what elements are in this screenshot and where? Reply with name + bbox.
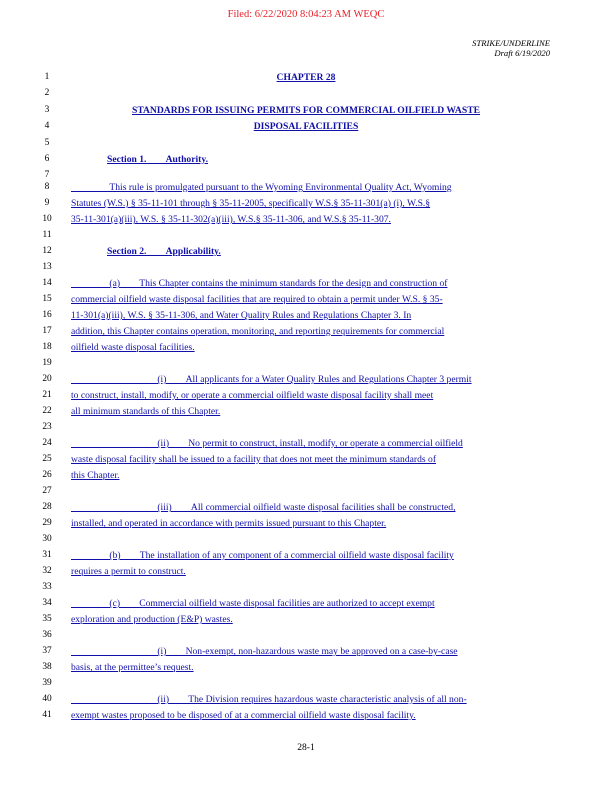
line-number: 5 — [44, 138, 50, 148]
line-number: 17 — [42, 326, 52, 336]
line-number: 27 — [42, 486, 52, 496]
body-line: oilfield waste disposal facilities. — [71, 342, 195, 353]
line-number: 40 — [42, 694, 52, 704]
page-number: 28-1 — [297, 742, 315, 753]
line-number: 4 — [44, 121, 50, 131]
line-number: 41 — [42, 710, 52, 720]
line-number: 16 — [42, 310, 52, 320]
body-line: (i) Non-exempt, non-hazardous waste may be approved on a case-by-case — [71, 646, 458, 657]
line-number: 34 — [42, 598, 52, 608]
body-line: This rule is promulgated pursuant to the Wyoming Environmental Quality Act, Wyoming — [71, 182, 452, 193]
body-line: to construct, install, modify, or operate a commercial oilfield waste disposal facility shall meet — [71, 390, 434, 401]
body-line: waste disposal facility shall be issued to a facility that does not meet the minimum standards of — [71, 454, 437, 465]
body-line: (iii) All commercial oilfield waste disposal facilities shall be constructed, — [71, 502, 456, 513]
line-number: 23 — [42, 422, 52, 432]
body-line: commercial oilfield waste disposal facilities that are required to obtain a permit under W.S. § 35- — [71, 294, 443, 305]
line-number: 26 — [42, 470, 52, 480]
body-line: Statutes (W.S.) § 35-11-101 through § 35-11-2005, specifically W.S.§ 35-11-301(a) (i), W.S.§ — [71, 198, 431, 209]
body-line: basis, at the permittee’s request. — [71, 662, 194, 673]
body-line: installed, and operated in accordance with permits issued pursuant to this Chapter. — [71, 518, 387, 529]
body-line: (c) Commercial oilfield waste disposal facilities are authorized to accept exempt — [71, 598, 435, 609]
line-number: 32 — [42, 566, 52, 576]
line-number: 11 — [42, 230, 52, 240]
line-number: 35 — [42, 614, 52, 624]
line-number: 22 — [42, 406, 52, 416]
body-line: all minimum standards of this Chapter. — [71, 406, 221, 417]
body-line: this Chapter. — [71, 470, 120, 481]
body-line: exempt wastes proposed to be disposed of at a commercial oilfield waste disposal facility. — [71, 710, 416, 721]
body-line: 35-11-301(a)(iii), W.S. § 35-11-302(a)(iii), W.S.§ 35-11-306, and W.S.§ 35-11-307. — [71, 214, 391, 225]
line-number: 38 — [42, 662, 52, 672]
line-number: 1 — [44, 72, 50, 82]
line-number: 39 — [42, 678, 52, 688]
line-number: 20 — [42, 374, 52, 384]
line-number: 30 — [42, 534, 52, 544]
document-title: STANDARDS FOR ISSUING PERMITS FOR COMMERCIAL OILFIELD WASTE — [131, 105, 480, 116]
line-number: 33 — [42, 582, 52, 592]
line-number: 36 — [42, 630, 52, 640]
line-number: 6 — [44, 154, 50, 164]
line-number: 25 — [42, 454, 52, 464]
body-line: 11-301(a)(iii), W.S. § 35-11-306, and Water Quality Rules and Regulations Chapter 3. In — [71, 310, 412, 321]
line-number: 8 — [44, 182, 50, 192]
line-number: 31 — [42, 550, 52, 560]
body-line: (a) This Chapter contains the minimum standards for the design and construction of — [71, 278, 448, 289]
line-number: 15 — [42, 294, 52, 304]
line-number: 13 — [42, 262, 52, 272]
draft-date: Draft 6/19/2020 — [494, 48, 550, 58]
line-number: 2 — [44, 88, 50, 98]
line-number: 18 — [42, 342, 52, 352]
body-line: exploration and production (E&P) wastes. — [71, 614, 233, 625]
line-number: 7 — [44, 170, 50, 180]
line-number: 29 — [42, 518, 52, 528]
body-line: addition, this Chapter contains operation, monitoring, and reporting requirements for commercial — [71, 326, 445, 337]
body-line: (b) The installation of any component of a commercial oilfield waste disposal facility — [71, 550, 454, 561]
line-number: 3 — [44, 105, 50, 115]
chapter-title: CHAPTER 28 — [276, 72, 336, 83]
document-title-continued: DISPOSAL FACILITIES — [253, 121, 359, 132]
section-1-heading: Section 1. Authority. — [107, 154, 209, 165]
line-number: 24 — [42, 438, 52, 448]
line-number: 37 — [42, 646, 52, 656]
strike-underline-label: STRIKE/UNDERLINE — [472, 38, 550, 48]
section-2-heading: Section 2. Applicability. — [107, 246, 221, 257]
body-line: (ii) The Division requires hazardous waste characteristic analysis of all non- — [71, 694, 467, 705]
line-number: 14 — [42, 278, 52, 288]
line-number: 10 — [42, 214, 52, 224]
body-line: (ii) No permit to construct, install, modify, or operate a commercial oilfield — [71, 438, 463, 449]
line-number: 9 — [44, 198, 50, 208]
filed-stamp: Filed: 6/22/2020 8:04:23 AM WEQC — [227, 9, 385, 20]
line-number: 28 — [42, 502, 52, 512]
body-line: (i) All applicants for a Water Quality Rules and Regulations Chapter 3 permit — [71, 374, 472, 385]
body-line: requires a permit to construct. — [71, 566, 186, 577]
draft-header — [472, 38, 550, 58]
line-number: 19 — [42, 358, 52, 368]
line-number: 12 — [42, 246, 52, 256]
line-number: 21 — [42, 390, 52, 400]
